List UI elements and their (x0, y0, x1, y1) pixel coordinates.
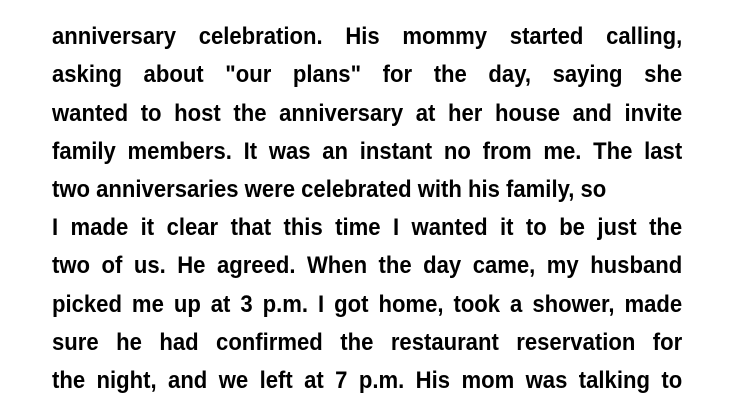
text-line: wanted to host the anniversary at her house and invite (52, 99, 683, 127)
text-line: asking about "our plans" for the day, saying she (52, 61, 683, 89)
text-line: anniversary celebration. His mommy started calling, (52, 23, 683, 51)
text-line: I made it clear that this time I wanted it to be just the (52, 214, 683, 242)
text-line: sure he had confirmed the restaurant reservation for (52, 328, 683, 356)
text-line-partial-top (52, 0, 682, 18)
text-line: the night, and we left at 7 p.m. His mom was talking to (52, 366, 683, 394)
text-line: picked me up at 3 p.m. I got home, took a shower, made (52, 290, 683, 318)
story-text-block (52, 0, 682, 400)
text-line: two anniversaries were celebrated with his family, so (52, 175, 607, 203)
text-line: family members. It was an instant no from me. The last (52, 137, 683, 165)
text-line: two of us. He agreed. When the day came, my husband (52, 252, 683, 280)
